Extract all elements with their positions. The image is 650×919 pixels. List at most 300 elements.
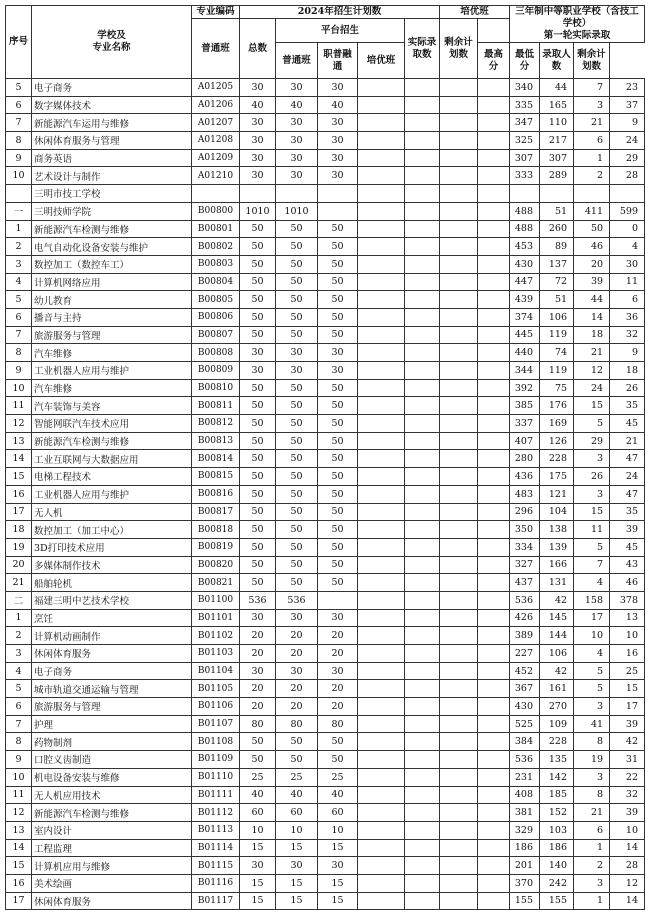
row-platform-zyg [358, 591, 405, 609]
row-seq: 19 [6, 538, 32, 556]
row-ptb: 30 [240, 167, 276, 185]
row-min: 242 [540, 874, 574, 892]
row-max: 227 [510, 645, 540, 663]
row-seq: 16 [6, 485, 32, 503]
row-ptb: 50 [240, 397, 276, 415]
table-row [6, 574, 645, 592]
row-platform-py [405, 238, 440, 256]
row-seq: 9 [6, 751, 32, 769]
row-seq: 1 [6, 609, 32, 627]
row-seq: 2 [6, 627, 32, 645]
row-ptb: 50 [240, 485, 276, 503]
row-peiyou-remain [478, 255, 510, 273]
row-platform-py [405, 503, 440, 521]
row-ptb: 20 [240, 627, 276, 645]
table-row [6, 733, 645, 751]
row-admitted: 7 [574, 556, 610, 574]
table-row [6, 627, 645, 645]
table-body [6, 79, 645, 910]
row-remain: 45 [610, 538, 645, 556]
row-code: B01100 [192, 591, 240, 609]
row-min: 260 [540, 220, 574, 238]
row-platform-zyg [358, 874, 405, 892]
row-seq: 6 [6, 698, 32, 716]
row-admitted: 6 [574, 132, 610, 150]
row-admitted: 3 [574, 874, 610, 892]
row-remain: 37 [610, 96, 645, 114]
row-remain: 32 [610, 786, 645, 804]
row-ptb: 50 [240, 450, 276, 468]
row-peiyou-remain [478, 149, 510, 167]
row-name: 幼儿教育 [32, 291, 192, 309]
row-platform-zyg [358, 238, 405, 256]
row-platform-py [405, 751, 440, 769]
row-platform-ptb: 50 [318, 379, 358, 397]
row-total: 50 [276, 415, 318, 433]
row-max: 296 [510, 503, 540, 521]
row-seq: 5 [6, 680, 32, 698]
row-admitted: 21 [574, 344, 610, 362]
row-total: 50 [276, 574, 318, 592]
row-platform-ptb: 80 [318, 715, 358, 733]
row-min: 42 [540, 662, 574, 680]
row-remain: 31 [610, 751, 645, 769]
row-peiyou-actual [440, 362, 478, 380]
row-admitted: 3 [574, 698, 610, 716]
row-ptb: 50 [240, 220, 276, 238]
row-peiyou-actual [440, 521, 478, 539]
row-name: 数控加工（加工中心） [32, 521, 192, 539]
row-admitted: 24 [574, 379, 610, 397]
header-school-major: 学校及 专业名称 [32, 6, 192, 79]
row-min: 121 [540, 485, 574, 503]
row-min: 119 [540, 362, 574, 380]
row-peiyou-actual [440, 185, 478, 203]
row-code: B01112 [192, 804, 240, 822]
table-row [6, 362, 645, 380]
row-name: 美术绘画 [32, 874, 192, 892]
row-total: 20 [276, 645, 318, 663]
row-ptb: 50 [240, 751, 276, 769]
row-seq: 20 [6, 556, 32, 574]
row-peiyou-actual [440, 662, 478, 680]
row-min: 228 [540, 450, 574, 468]
row-min: 140 [540, 857, 574, 875]
row-max: 389 [510, 627, 540, 645]
row-admitted: 10 [574, 627, 610, 645]
row-ptb: 30 [240, 79, 276, 97]
row-platform-py [405, 556, 440, 574]
row-remain: 11 [610, 273, 645, 291]
row-min: 169 [540, 415, 574, 433]
row-remain: 10 [610, 627, 645, 645]
row-peiyou-remain [478, 415, 510, 433]
row-remain: 32 [610, 326, 645, 344]
row-peiyou-remain [478, 397, 510, 415]
row-admitted: 46 [574, 238, 610, 256]
row-ptb: 50 [240, 556, 276, 574]
row-platform-ptb: 50 [318, 238, 358, 256]
row-peiyou-remain [478, 627, 510, 645]
row-seq: 15 [6, 857, 32, 875]
row-min: 142 [540, 768, 574, 786]
row-seq: 4 [6, 273, 32, 291]
row-seq: 11 [6, 397, 32, 415]
row-total: 30 [276, 149, 318, 167]
row-ptb: 50 [240, 574, 276, 592]
row-platform-ptb: 50 [318, 255, 358, 273]
row-min: 106 [540, 645, 574, 663]
row-platform-ptb: 50 [318, 397, 358, 415]
row-name: 新能源汽车检测与维修 [32, 220, 192, 238]
row-seq: 8 [6, 344, 32, 362]
row-name: 休闲体育服务 [32, 645, 192, 663]
row-platform-ptb: 50 [318, 450, 358, 468]
row-ptb: 50 [240, 326, 276, 344]
row-total: 50 [276, 220, 318, 238]
table-row [6, 273, 645, 291]
row-platform-ptb: 20 [318, 680, 358, 698]
table-row [6, 326, 645, 344]
row-ptb: 30 [240, 344, 276, 362]
row-total: 30 [276, 609, 318, 627]
row-min: 165 [540, 96, 574, 114]
row-name: 艺术设计与制作 [32, 167, 192, 185]
row-peiyou-remain [478, 892, 510, 910]
row-min: 185 [540, 786, 574, 804]
row-ptb: 15 [240, 892, 276, 910]
row-code: B00819 [192, 538, 240, 556]
row-peiyou-remain [478, 96, 510, 114]
row-platform-py [405, 308, 440, 326]
row-platform-ptb: 25 [318, 768, 358, 786]
row-seq: 17 [6, 892, 32, 910]
row-ptb [240, 185, 276, 203]
row-platform-zyg [358, 326, 405, 344]
row-admitted: 7 [574, 79, 610, 97]
row-peiyou-remain [478, 715, 510, 733]
row-max: 329 [510, 821, 540, 839]
row-admitted: 2 [574, 857, 610, 875]
row-admitted: 1 [574, 839, 610, 857]
row-code: B00804 [192, 273, 240, 291]
row-platform-zyg [358, 185, 405, 203]
row-seq: 二 [6, 591, 32, 609]
row-remain: 378 [610, 591, 645, 609]
row-platform-ptb: 30 [318, 149, 358, 167]
row-seq: 9 [6, 362, 32, 380]
row-total: 50 [276, 521, 318, 539]
row-peiyou-remain [478, 821, 510, 839]
row-seq: 3 [6, 255, 32, 273]
row-platform-py [405, 698, 440, 716]
row-min: 217 [540, 132, 574, 150]
row-code: B00813 [192, 432, 240, 450]
row-min: 155 [540, 892, 574, 910]
table-row [6, 662, 645, 680]
table-row [6, 238, 645, 256]
row-ptb: 20 [240, 645, 276, 663]
row-total: 50 [276, 556, 318, 574]
row-total: 30 [276, 114, 318, 132]
row-platform-py [405, 202, 440, 220]
row-total: 80 [276, 715, 318, 733]
row-platform-zyg [358, 662, 405, 680]
table-row [6, 821, 645, 839]
row-peiyou-remain [478, 751, 510, 769]
row-max: 231 [510, 768, 540, 786]
row-platform-zyg [358, 609, 405, 627]
row-min: 72 [540, 273, 574, 291]
row-code: B00810 [192, 379, 240, 397]
row-platform-ptb: 50 [318, 273, 358, 291]
row-admitted: 1 [574, 149, 610, 167]
row-platform-py [405, 273, 440, 291]
table-row [6, 768, 645, 786]
row-seq: 6 [6, 308, 32, 326]
row-admitted: 19 [574, 751, 610, 769]
row-code: A01205 [192, 79, 240, 97]
row-min: 131 [540, 574, 574, 592]
row-platform-ptb: 50 [318, 415, 358, 433]
row-remain: 24 [610, 132, 645, 150]
row-remain: 14 [610, 892, 645, 910]
row-max: 407 [510, 432, 540, 450]
row-peiyou-remain [478, 680, 510, 698]
row-peiyou-remain [478, 132, 510, 150]
row-admitted: 411 [574, 202, 610, 220]
table-row [6, 344, 645, 362]
row-peiyou-remain [478, 326, 510, 344]
table-row [6, 715, 645, 733]
row-peiyou-remain [478, 839, 510, 857]
row-platform-zyg [358, 839, 405, 857]
row-peiyou-actual [440, 273, 478, 291]
row-peiyou-remain [478, 291, 510, 309]
row-remain: 6 [610, 291, 645, 309]
row-ptb: 30 [240, 662, 276, 680]
row-seq: 5 [6, 79, 32, 97]
row-peiyou-actual [440, 680, 478, 698]
row-platform-py [405, 379, 440, 397]
row-code: B01113 [192, 821, 240, 839]
row-total: 50 [276, 326, 318, 344]
row-max: 186 [510, 839, 540, 857]
row-code: B01104 [192, 662, 240, 680]
row-peiyou-actual [440, 326, 478, 344]
row-code: B00817 [192, 503, 240, 521]
row-remain [610, 185, 645, 203]
row-name: 三明市技工学校 [32, 185, 192, 203]
header-min: 最低分 [510, 43, 540, 79]
row-min: 135 [540, 751, 574, 769]
row-remain: 46 [610, 574, 645, 592]
row-remain: 22 [610, 768, 645, 786]
table-row [6, 397, 645, 415]
row-remain: 21 [610, 432, 645, 450]
row-total: 30 [276, 167, 318, 185]
row-min: 176 [540, 397, 574, 415]
row-peiyou-actual [440, 627, 478, 645]
row-remain: 599 [610, 202, 645, 220]
row-platform-zyg [358, 521, 405, 539]
row-max: 367 [510, 680, 540, 698]
row-platform-zyg [358, 574, 405, 592]
row-admitted: 3 [574, 96, 610, 114]
row-code: B01106 [192, 698, 240, 716]
row-ptb: 50 [240, 238, 276, 256]
row-peiyou-actual [440, 238, 478, 256]
row-max: 350 [510, 521, 540, 539]
row-platform-zyg [358, 149, 405, 167]
row-platform-py [405, 220, 440, 238]
row-name: 电气自动化设备安装与维护 [32, 238, 192, 256]
row-seq: 9 [6, 149, 32, 167]
row-peiyou-actual [440, 821, 478, 839]
row-platform-zyg [358, 397, 405, 415]
row-total: 50 [276, 291, 318, 309]
row-name: 福建三明中艺技术学校 [32, 591, 192, 609]
row-max: 280 [510, 450, 540, 468]
row-name: 汽车维修 [32, 344, 192, 362]
row-platform-py [405, 574, 440, 592]
row-platform-py [405, 149, 440, 167]
row-platform-ptb: 15 [318, 839, 358, 857]
row-min: 106 [540, 308, 574, 326]
row-remain: 23 [610, 79, 645, 97]
row-code: B01109 [192, 751, 240, 769]
row-remain: 9 [610, 114, 645, 132]
row-peiyou-remain [478, 308, 510, 326]
row-ptb: 60 [240, 804, 276, 822]
row-platform-ptb: 30 [318, 167, 358, 185]
row-peiyou-remain [478, 698, 510, 716]
row-admitted: 3 [574, 450, 610, 468]
row-max: 408 [510, 786, 540, 804]
row-platform-py [405, 185, 440, 203]
row-remain: 26 [610, 379, 645, 397]
row-peiyou-remain [478, 538, 510, 556]
row-admitted: 2 [574, 167, 610, 185]
row-peiyou-remain [478, 79, 510, 97]
table-row [6, 556, 645, 574]
row-platform-ptb: 50 [318, 538, 358, 556]
row-seq: 10 [6, 768, 32, 786]
row-name: 三明技师学院 [32, 202, 192, 220]
row-name: 工业机器人应用与维护 [32, 362, 192, 380]
table-row [6, 79, 645, 97]
header-platform: 平台招生 [276, 19, 405, 43]
row-peiyou-actual [440, 715, 478, 733]
row-ptb: 50 [240, 503, 276, 521]
row-peiyou-actual [440, 786, 478, 804]
row-peiyou-actual [440, 751, 478, 769]
row-platform-zyg [358, 556, 405, 574]
row-platform-zyg [358, 344, 405, 362]
row-admitted: 11 [574, 521, 610, 539]
table-row [6, 149, 645, 167]
row-admitted: 12 [574, 362, 610, 380]
row-peiyou-actual [440, 503, 478, 521]
row-platform-ptb: 30 [318, 344, 358, 362]
row-code: B00809 [192, 362, 240, 380]
row-peiyou-remain [478, 786, 510, 804]
table-row [6, 415, 645, 433]
row-ptb: 30 [240, 114, 276, 132]
row-code: B01108 [192, 733, 240, 751]
row-peiyou-remain [478, 733, 510, 751]
row-min: 110 [540, 114, 574, 132]
row-seq: 3 [6, 645, 32, 663]
row-platform-py [405, 627, 440, 645]
row-code: B01117 [192, 892, 240, 910]
row-peiyou-remain [478, 114, 510, 132]
table-row [6, 220, 645, 238]
row-admitted: 5 [574, 415, 610, 433]
table-row [6, 114, 645, 132]
row-name: 护理 [32, 715, 192, 733]
school-row [6, 202, 645, 220]
row-min: 307 [540, 149, 574, 167]
row-peiyou-actual [440, 149, 478, 167]
row-ptb: 50 [240, 255, 276, 273]
row-platform-py [405, 415, 440, 433]
row-max: 430 [510, 255, 540, 273]
row-min: 75 [540, 379, 574, 397]
row-total: 30 [276, 344, 318, 362]
row-platform-ptb: 50 [318, 751, 358, 769]
row-min: 137 [540, 255, 574, 273]
row-peiyou-remain [478, 468, 510, 486]
row-max: 392 [510, 379, 540, 397]
row-seq: 16 [6, 874, 32, 892]
row-platform-zyg [358, 680, 405, 698]
row-name: 城市轨道交通运输与管理 [32, 680, 192, 698]
row-admitted: 26 [574, 468, 610, 486]
row-platform-zyg [358, 273, 405, 291]
row-peiyou-actual [440, 804, 478, 822]
row-total: 50 [276, 450, 318, 468]
row-ptb: 50 [240, 308, 276, 326]
row-remain: 24 [610, 468, 645, 486]
row-code: B00821 [192, 574, 240, 592]
row-code: B00803 [192, 255, 240, 273]
row-name: 工业互联网与大数据应用 [32, 450, 192, 468]
row-platform-py [405, 291, 440, 309]
table-row [6, 96, 645, 114]
row-max: 430 [510, 698, 540, 716]
row-name: 播音与主持 [32, 308, 192, 326]
row-ptb: 20 [240, 698, 276, 716]
row-peiyou-actual [440, 114, 478, 132]
row-min: 152 [540, 804, 574, 822]
row-remain: 25 [610, 662, 645, 680]
row-min: 186 [540, 839, 574, 857]
row-admitted: 17 [574, 609, 610, 627]
row-peiyou-actual [440, 344, 478, 362]
row-platform-ptb: 50 [318, 308, 358, 326]
row-platform-zyg [358, 892, 405, 910]
row-admitted: 21 [574, 804, 610, 822]
row-max: 536 [510, 591, 540, 609]
row-min: 44 [540, 79, 574, 97]
row-platform-ptb: 30 [318, 662, 358, 680]
header-peiyou-group: 培优班 [440, 6, 510, 19]
row-remain: 35 [610, 503, 645, 521]
row-platform-zyg [358, 167, 405, 185]
row-seq: 11 [6, 786, 32, 804]
row-name: 电子商务 [32, 662, 192, 680]
